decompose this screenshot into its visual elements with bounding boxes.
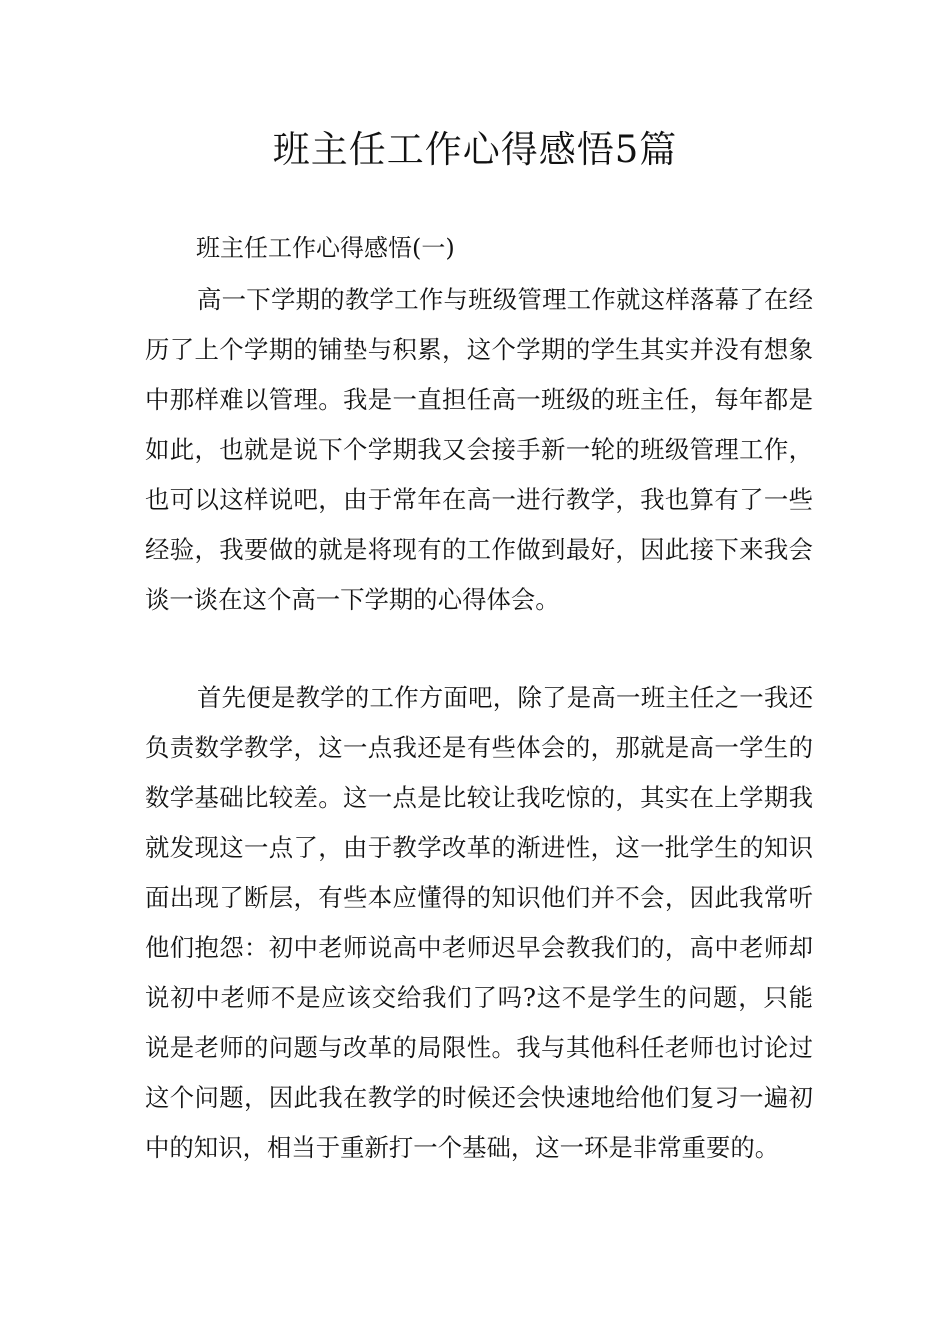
document-title: 班主任工作心得感悟5篇 xyxy=(272,128,678,171)
paragraph-1: 高一下学期的教学工作与班级管理工作就这样落幕了在经历了上个学期的铺垫与积累，这个学期的学生其实并没有想象中那样难以管理。我是一直担任高一班级的班主任，每年都是如此，也就是说下个学期我又会接手新一轮的班级管理工作，也可以这样说吧，由于常年在高一进行教学，我也算有了一些经验，我要做的就是将现有的工作做到最好，因此接下来我会谈一谈在这个高一下学期的心得体会。 xyxy=(145,285,813,614)
paragraph-2: 首先便是教学的工作方面吧，除了是高一班主任之一我还负责数学教学，这一点我还是有些体会的，那就是高一学生的数学基础比较差。这一点是比较让我吃惊的，其实在上学期我就发现这一点了，由于教学改革的渐进性，这一批学生的知识面出现了断层，有些本应懂得的知识他们并不会，因此我常听他们抱怨：初中老师说高中老师迟早会教我们的，高中老师却说初中老师不是应该交给我们了吗?这不是学生的问题，只能说是老师的问题与改革的局限性。我与其他科任老师也讨论过这个问题，因此我在教学的时候还会快速地给他们复习一遍初中的知识，相当于重新打一个基础，这一环是非常重要的。 xyxy=(145,683,813,1162)
section-heading: 班主任工作心得感悟(一) xyxy=(196,234,455,262)
